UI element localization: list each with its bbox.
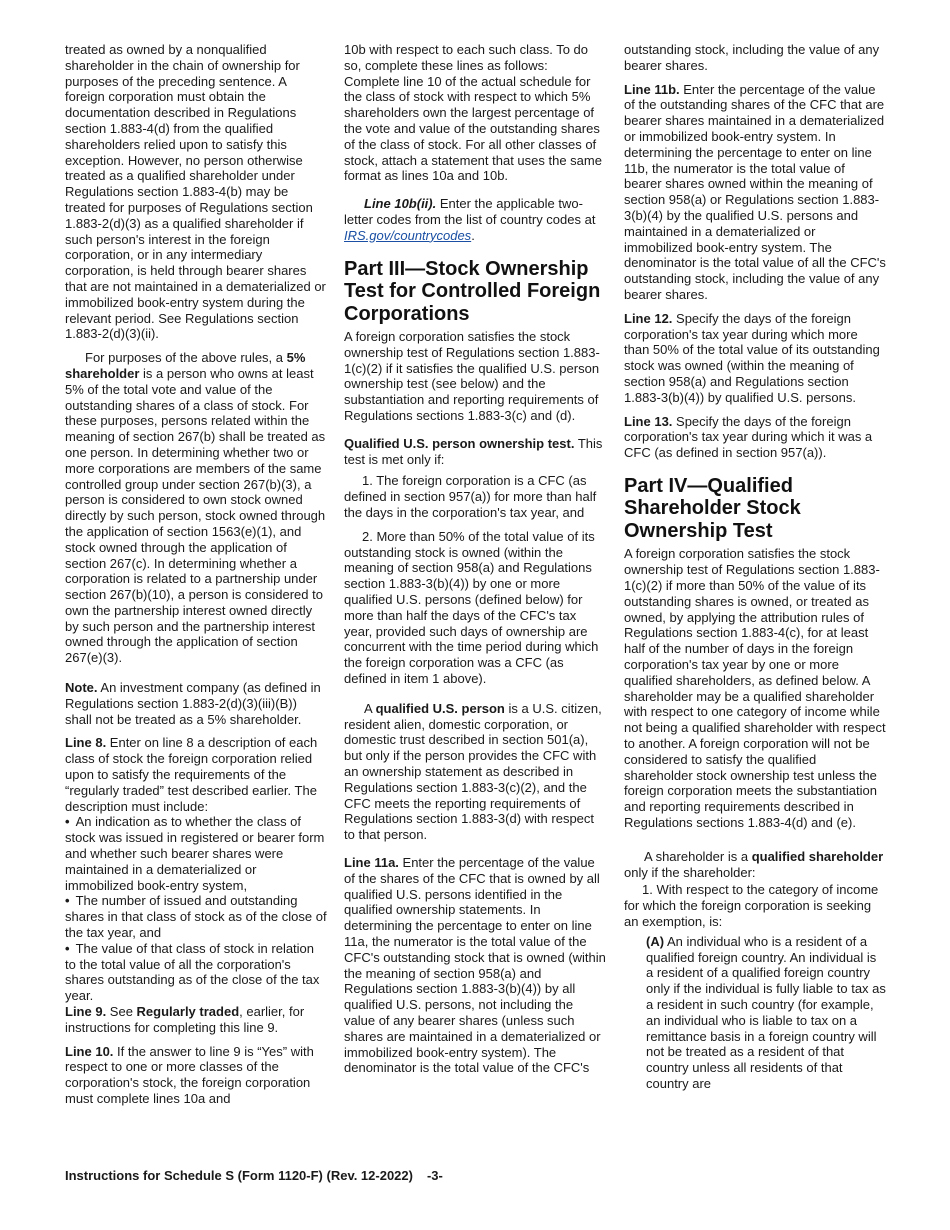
paragraph: A foreign corporation satisfies the stock ownership test of Regulations section 1.883-1(c)(2) if it satisfies the qualified U.S. person ownership test (see below) and the substantiation and reporting requirements of Regulations sections 1.883-3(c) and (d). <box>344 329 600 424</box>
paragraph-5pct-shareholder: For purposes of the above rules, a 5% shareholder is a person who owns at least 5% of the total vote and value of the outstanding shares of a class of stock. For these purposes, persons related within the meaning of section 267(b) shall be treated as one person. In determining whether two or more corporations are members of the same controlled group under section 267(b)(3), a person is considered to own stock owned directly by such person, stock owned through the application of section 1563(e)(1), and stock owned through the application of section 267(c). In determining whether a corporation is related to a partnership under section 267(b)(10), a person is considered to own the partnership interest owned directly by such person and the partnership interest owned through the application of section 267(e)(3). <box>65 350 326 666</box>
line8-paragraph: Line 8. Enter on line 8 a description of each class of stock the foreign corporation relied upon to satisfy the requirements of the “regularly traded” test described earlier. The description must include: <box>65 735 318 814</box>
list-item: 2. More than 50% of the total value of its outstanding stock is owned (within the meaning of section 958(a) and Regulations section 1.883-3(b)(4)) by one or more qualified U.S. persons (defined below) for more than half the days of the CFC's tax year, provided such days of ownership are concurrent with the time period during which the foreign corporation was a CFC (as defined in item 1 above). <box>344 528 599 686</box>
line9-paragraph: Line 9. See Regularly traded, earlier, for instructions for completing this line 9. <box>65 1004 305 1035</box>
note-label: Note. <box>65 680 98 696</box>
page-number: -3- <box>426 1168 443 1183</box>
paragraph: 10b with respect to each such class. To do so, complete these lines as follows: Complete line 10 of the actual schedule for the class of stock with respect to which 5% shareholders own the largest percentage of the vote and value of the outstanding shares of the class of stock. For all other classes of stock, attach a statement that uses the same format as lines 10a and 10b. <box>344 42 602 184</box>
qualified-test-label: Qualified U.S. person ownership test. <box>344 435 575 451</box>
qualified-shareholder-paragraph: A shareholder is a qualified shareholder only if the shareholder: <box>624 848 884 880</box>
note-paragraph: Note. An investment company (as defined in Regulations section 1.883-2(d)(3)(iii)(B)) shall not be treated as a 5% shareholder. <box>65 680 321 727</box>
column-2 <box>344 42 606 1084</box>
qualified-us-person-paragraph: A qualified U.S. person is a U.S. citizen, resident alien, domestic corporation, or domestic trust described in section 501(a), but only if the person provides the CFC with an ownership statement as described in Regulations section 1.883-3(c)(2), and the CFC meets the reporting requirements of Regulations section 1.883-3(d) with respect to that person. <box>344 700 602 843</box>
column-1 <box>65 42 327 1115</box>
term-5pct-shareholder: 5% shareholder <box>65 350 306 381</box>
subitem-a: (A) An individual who is a resident of a qualified foreign country. An individual is a resident of a qualified foreign country only if the individual is fully liable to tax as a resident in such country (for example, an individual who is liable to tax on a remittance basis in a foreign country will not be treated as a resident of that country unless all residents of that country are <box>646 933 886 1091</box>
line12-paragraph: Line 12. Specify the days of the foreign corporation's tax year during which more than 50% of the total value of its outstanding stock was owned (within the meaning of section 958(a) and Regulations section 1.883-3(b)(4)) by qualified U.S. persons. <box>624 310 880 405</box>
page-footer <box>65 1168 443 1183</box>
country-codes-link[interactable]: IRS.gov/countrycodes <box>344 227 472 243</box>
line11a-label: Line 11a. <box>344 854 399 870</box>
line9-label: Line 9. <box>65 1004 107 1020</box>
list-item: • An indication as to whether the class of stock was issued in registered or bearer form and whether such bearer shares were maintained in a dematerialized or immobilized book-entry system, <box>65 814 327 893</box>
line13-label: Line 13. <box>624 413 673 429</box>
subitem-a-label: (A) <box>646 933 665 949</box>
regularly-traded-ref: Regularly traded <box>136 1004 240 1020</box>
part3-heading: Part III—Stock Ownership Test for Controlled Foreign Corporations <box>344 257 601 325</box>
line10-paragraph: Line 10. If the answer to line 9 is “Yes” with respect to one or more classes of the corporation's stock, the foreign corporation must complete lines 10a and <box>65 1043 314 1106</box>
line11a-paragraph: Line 11a. Enter the percentage of the value of the shares of the CFC that is owned by all qualified U.S. persons identified in the qualified ownership statements. In determining the percentage to enter on line 11a, the numerator is the total value of the CFC's outstanding stock that is owned (within the meaning of section 958(a) and Regulations section 1.883-3(b)(4)) by all qualified U.S. persons, not including the value of any bearer shares (unless such shares are maintained in a dematerialized or immobilized book-entry system). The denominator is the total value of the CFC's <box>344 854 606 1076</box>
list-item: 1. The foreign corporation is a CFC (as defined in section 957(a)) for more than half the days in the corporation's tax year, and <box>344 473 597 521</box>
line12-label: Line 12. <box>624 310 673 326</box>
qualified-test-paragraph: Qualified U.S. person ownership test. This test is met only if: <box>344 435 603 467</box>
list-item: • The value of that class of stock in relation to the total value of all the corporation's shares outstanding as of the close of the tax year. <box>65 941 327 1004</box>
column-3 <box>624 42 886 1100</box>
paragraph: treated as owned by a nonqualified shareholder in the chain of ownership for purposes of the preceding sentence. A foreign corporation must obtain the documentation described in Regulations section 1.883-4(d) from the qualified shareholders relied upon to satisfy this exception. However, no person otherwise treated as a qualified shareholder under Regulations section 1.883-4(b) may be treated for purposes of Regulations section 1.883-2(d)(3) as a qualified shareholder if such person's interest in the foreign corporation, or in any intermediary corporation, is held through bearer shares that are not maintained in a dematerialized or immobilized book-entry system during the relevant period. See Regulations section 1.883-2(d)(3)(ii). <box>65 42 326 342</box>
paragraph: A foreign corporation satisfies the stock ownership test of Regulations section 1.883-1(c)(2) if more than 50% of the value of its outstanding shares is owned, or treated as owned, by applying the attribution rules of Regulations section 1.883-4(c), for at least half of the number of days in the foreign corporation's tax year by one or more qualified shareholders, as defined below. A shareholder may be a qualified shareholder with respect to one category of income while not being a qualified shareholder with respect to another. A foreign corporation will not be considered to satisfy the qualified shareholder stock ownership test unless the foreign corporation meets the substantiation and reporting requirements described in Regulations sections 1.883-4(d) and (e). <box>624 546 886 830</box>
line10-label: Line 10. <box>65 1043 114 1059</box>
list-item: 1. With respect to the category of income for which the foreign corporation is seeking an exemption, is: <box>624 882 879 929</box>
line10bii-label: Line 10b(ii). <box>364 196 437 212</box>
line13-paragraph: Line 13. Specify the days of the foreign corporation's tax year during which it was a CFC (as defined in section 957(a)). <box>624 413 873 461</box>
paragraph: outstanding stock, including the value of any bearer shares. <box>624 42 880 73</box>
term-qualified-shareholder: qualified shareholder <box>751 848 884 864</box>
part4-heading: Part IV—Qualified Shareholder Stock Ownership Test <box>624 474 801 542</box>
line11b-label: Line 11b. <box>624 81 680 97</box>
footer-title: Instructions for Schedule S (Form 1120-F) (Rev. 12-2022) <box>65 1168 413 1183</box>
list-item: • The number of issued and outstanding shares in that class of stock as of the close of the tax year, and <box>65 893 327 940</box>
term-qualified-us-person: qualified U.S. person <box>375 700 505 716</box>
line8-label: Line 8. <box>65 735 107 751</box>
line10bii-paragraph: Line 10b(ii). Enter the applicable two-letter codes from the list of country codes at IRS.gov/countrycodes. <box>344 196 596 243</box>
line11b-paragraph: Line 11b. Enter the percentage of the value of the outstanding shares of the CFC that are bearer shares maintained in a dematerialized or immobilized book-entry system. In determining the percentage to enter on line 11b, the numerator is the total value of bearer shares owned within the meaning of section 958(a) or Regulations section 1.883-3(b)(4) by the qualified U.S. persons and maintained in a dematerialized or immobilized book-entry system. The denominator is the total value of all the CFC's outstanding stock, including the value of any bearer shares. <box>624 81 886 302</box>
